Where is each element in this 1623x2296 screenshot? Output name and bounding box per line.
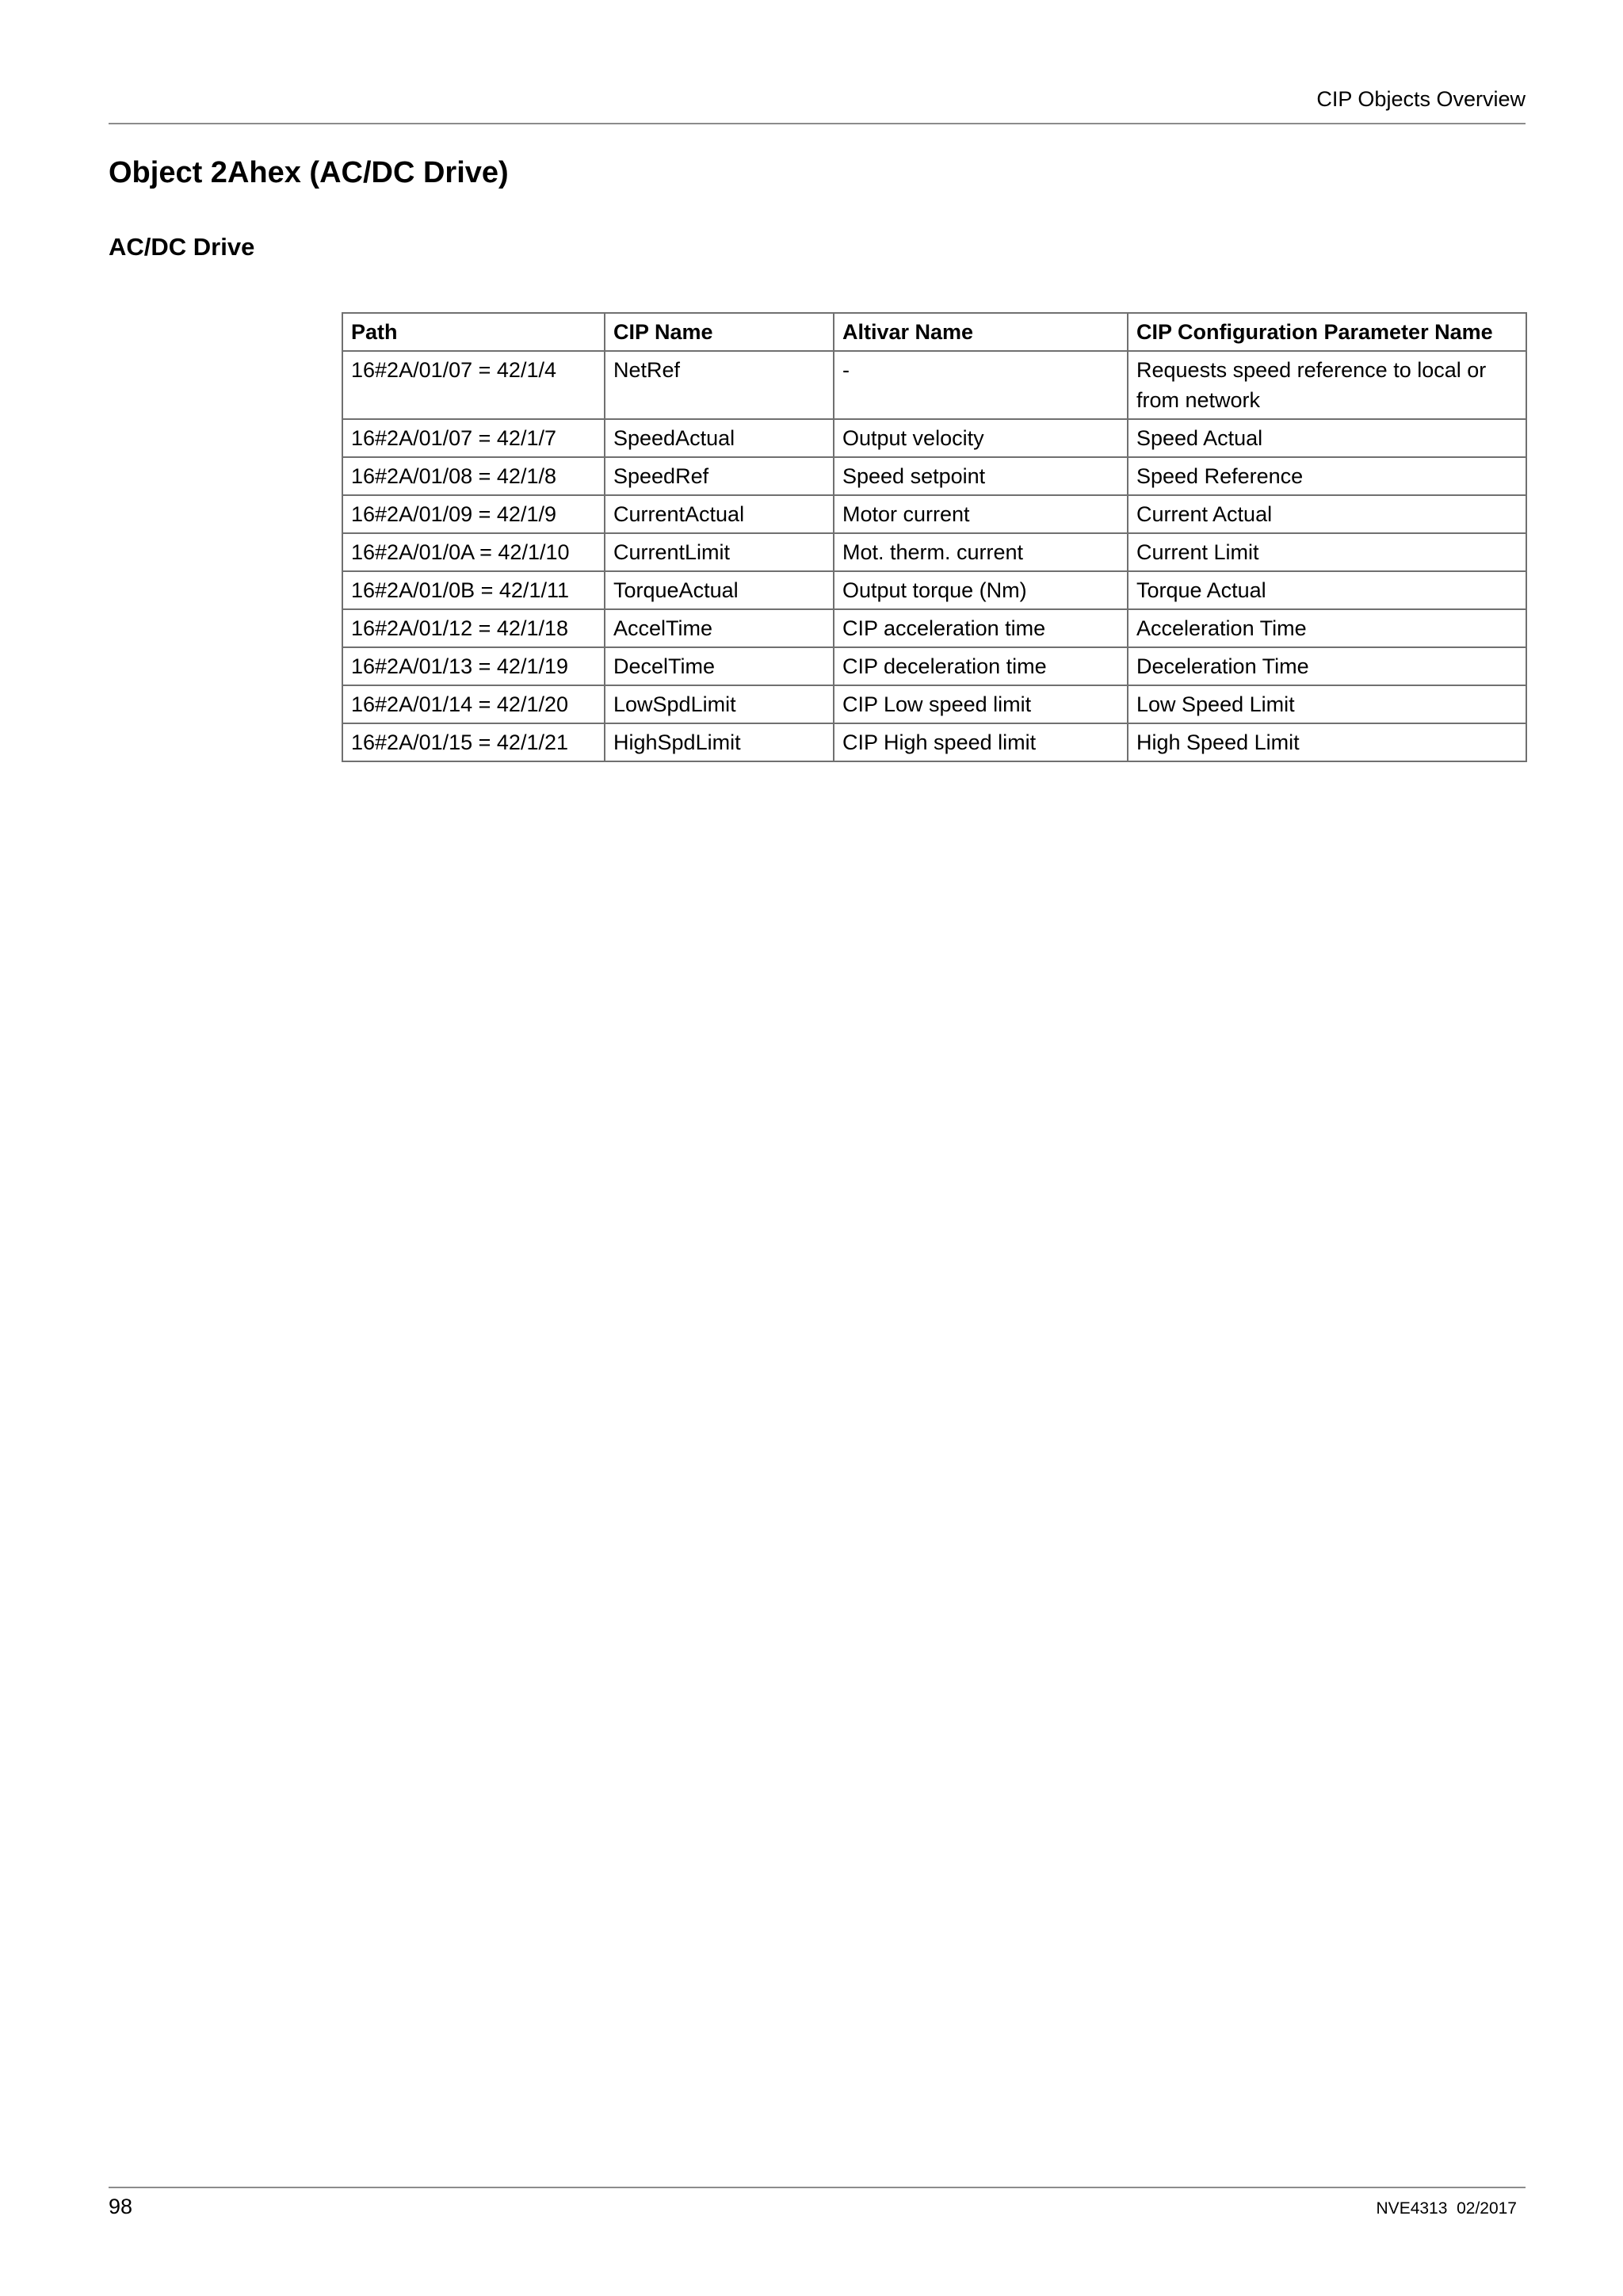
cell-cip-config-parameter-name: Torque Actual <box>1128 571 1526 609</box>
cell-cip-config-parameter-name: Speed Reference <box>1128 457 1526 495</box>
table-row <box>342 685 1526 723</box>
cell-cip-config-parameter-name: Requests speed reference to local or from network <box>1128 351 1526 419</box>
cell-cip-name: DecelTime <box>605 647 834 685</box>
section-title: AC/DC Drive <box>109 233 255 261</box>
column-header-cip-name: CIP Name <box>605 313 834 351</box>
cell-cip-name: SpeedRef <box>605 457 834 495</box>
cell-cip-config-parameter-name: Speed Actual <box>1128 419 1526 457</box>
header-divider <box>109 123 1526 124</box>
document-reference: NVE4313 02/2017 <box>1376 2199 1517 2218</box>
table-row <box>342 495 1526 533</box>
cell-path: 16#2A/01/07 = 42/1/4 <box>342 351 605 419</box>
running-header-title: CIP Objects Overview <box>1316 87 1526 111</box>
table-row <box>342 571 1526 609</box>
cell-path: 16#2A/01/08 = 42/1/8 <box>342 457 605 495</box>
column-header-path: Path <box>342 313 605 351</box>
cell-altivar-name: CIP High speed limit <box>834 723 1128 761</box>
cell-cip-name: TorqueActual <box>605 571 834 609</box>
cell-cip-config-parameter-name: Low Speed Limit <box>1128 685 1526 723</box>
cell-path: 16#2A/01/12 = 42/1/18 <box>342 609 605 647</box>
table-row <box>342 533 1526 571</box>
cell-altivar-name: Speed setpoint <box>834 457 1128 495</box>
cell-altivar-name: CIP Low speed limit <box>834 685 1128 723</box>
footer-divider <box>109 2187 1526 2188</box>
cell-altivar-name: Mot. therm. current <box>834 533 1128 571</box>
table-header-row <box>342 313 1526 351</box>
cell-cip-name: SpeedActual <box>605 419 834 457</box>
cell-cip-config-parameter-name: Current Limit <box>1128 533 1526 571</box>
cell-altivar-name: CIP acceleration time <box>834 609 1128 647</box>
cell-altivar-name: - <box>834 351 1128 419</box>
table-row <box>342 457 1526 495</box>
cell-cip-config-parameter-name: Current Actual <box>1128 495 1526 533</box>
cell-cip-name: HighSpdLimit <box>605 723 834 761</box>
table-row <box>342 351 1526 419</box>
cell-path: 16#2A/01/13 = 42/1/19 <box>342 647 605 685</box>
cell-cip-config-parameter-name: Deceleration Time <box>1128 647 1526 685</box>
cell-altivar-name: Output torque (Nm) <box>834 571 1128 609</box>
cell-altivar-name: Output velocity <box>834 419 1128 457</box>
cell-cip-name: AccelTime <box>605 609 834 647</box>
cell-path: 16#2A/01/15 = 42/1/21 <box>342 723 605 761</box>
cell-path: 16#2A/01/14 = 42/1/20 <box>342 685 605 723</box>
cell-altivar-name: Motor current <box>834 495 1128 533</box>
table-row <box>342 647 1526 685</box>
cell-path: 16#2A/01/0A = 42/1/10 <box>342 533 605 571</box>
cell-cip-name: CurrentActual <box>605 495 834 533</box>
object-attribute-table <box>342 312 1527 762</box>
cell-cip-name: NetRef <box>605 351 834 419</box>
cell-cip-name: LowSpdLimit <box>605 685 834 723</box>
cell-cip-name: CurrentLimit <box>605 533 834 571</box>
cell-path: 16#2A/01/0B = 42/1/11 <box>342 571 605 609</box>
cell-path: 16#2A/01/09 = 42/1/9 <box>342 495 605 533</box>
table-row <box>342 419 1526 457</box>
cell-cip-config-parameter-name: Acceleration Time <box>1128 609 1526 647</box>
table-row <box>342 609 1526 647</box>
column-header-altivar-name: Altivar Name <box>834 313 1128 351</box>
cell-path: 16#2A/01/07 = 42/1/7 <box>342 419 605 457</box>
column-header-cip-config-parameter-name: CIP Configuration Parameter Name <box>1128 313 1526 351</box>
cell-cip-config-parameter-name: High Speed Limit <box>1128 723 1526 761</box>
page-title: Object 2Ahex (AC/DC Drive) <box>109 156 509 189</box>
table-row <box>342 723 1526 761</box>
page-number: 98 <box>109 2195 133 2218</box>
cell-altivar-name: CIP deceleration time <box>834 647 1128 685</box>
